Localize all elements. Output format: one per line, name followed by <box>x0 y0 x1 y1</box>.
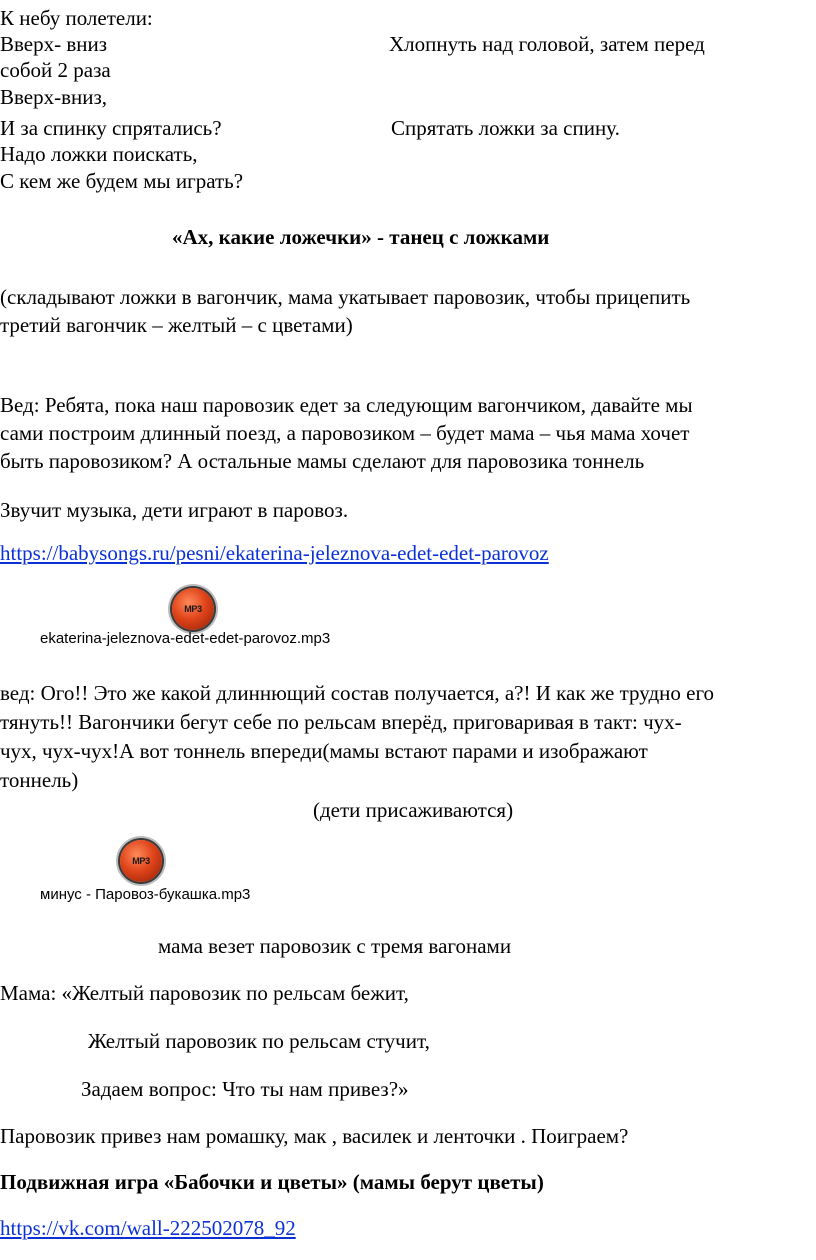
ved1-line-2: сами построим длинный поезд, а паровозиком – будет мама – чья мама хочет <box>0 421 690 445</box>
brought-line: Паровозик привез нам ромашку, мак , василек и ленточки . Поиграем? <box>0 1124 629 1148</box>
note-line-1: (складывают ложки в вагончик, мама укатывает паровозик, чтобы прицепить <box>0 285 691 309</box>
mama-poem-line-2: Желтый паровозик по рельсам стучит, <box>88 1029 430 1053</box>
mp3-icon[interactable] <box>172 588 214 630</box>
mp3-filename-2[interactable]: минус - Паровоз-букашка.mp3 <box>40 886 251 903</box>
music-line: Звучит музыка, дети играют в паровоз. <box>0 498 349 522</box>
note-line-2: третий вагончик – желтый – с цветами) <box>0 313 353 337</box>
mama-poem-line-1: Мама: «Желтый паровозик по рельсам бежит, <box>0 981 409 1005</box>
ved2-line-4: тоннель) <box>0 768 79 792</box>
poem-line-7: С кем же будем мы играть? <box>0 169 244 193</box>
mp3-icon[interactable] <box>120 840 162 882</box>
mp3-icon-label: MP3 <box>132 856 150 866</box>
ved1-line-3: быть паровозиком? А остальные мамы сделают для паровозика тоннель <box>0 449 645 473</box>
ved2-line-3: чух, чух-чух!А вот тоннель впереди(мамы встают парами и изображают <box>0 739 648 763</box>
ved2-line-2: тянуть!! Вагончики бегут себе по рельсам вперёд, приговаривая в такт: чух- <box>0 710 682 734</box>
poem-line-3: собой 2 раза <box>0 58 111 82</box>
poem-line-1: К небу полетели: <box>0 6 153 30</box>
mp3-filename-1[interactable]: ekaterina-jeleznova-edet-edet-parovoz.mp3 <box>40 630 331 647</box>
ved2-line-1: вед: Ого!! Это же какой длиннющий состав получается, а?! И как же трудно его <box>0 681 715 705</box>
babysongs-link[interactable]: https://babysongs.ru/pesni/ekaterina-jeleznova-edet-edet-parovoz <box>0 541 549 565</box>
poem-line-5: И за спинку спрятались? <box>0 116 222 140</box>
poem-line-5-instruction: Спрятать ложки за спину. <box>391 116 620 140</box>
poem-line-2-instruction: Хлопнуть над головой, затем перед <box>389 32 705 56</box>
dance-heading: «Ах, какие ложечки» - танец с ложками <box>172 225 550 249</box>
mp3-icon-label: MP3 <box>184 604 202 614</box>
mama-poem-line-3: Задаем вопрос: Что ты нам привез?» <box>81 1077 409 1101</box>
game-heading: Подвижная игра «Бабочки и цветы» (мамы берут цветы) <box>0 1170 544 1194</box>
ved2-line-5: (дети присаживаются) <box>313 798 514 822</box>
vk-link[interactable]: https://vk.com/wall-222502078_92 <box>0 1216 296 1240</box>
ved1-line-1: Вед: Ребята, пока наш паровозик едет за следующим вагончиком, давайте мы <box>0 393 693 417</box>
poem-line-2: Вверх- вниз <box>0 32 108 56</box>
poem-line-6: Надо ложки поискать, <box>0 142 198 166</box>
mama-line: мама везет паровозик с тремя вагонами <box>158 934 512 958</box>
poem-line-4: Вверх-вниз, <box>0 85 108 109</box>
